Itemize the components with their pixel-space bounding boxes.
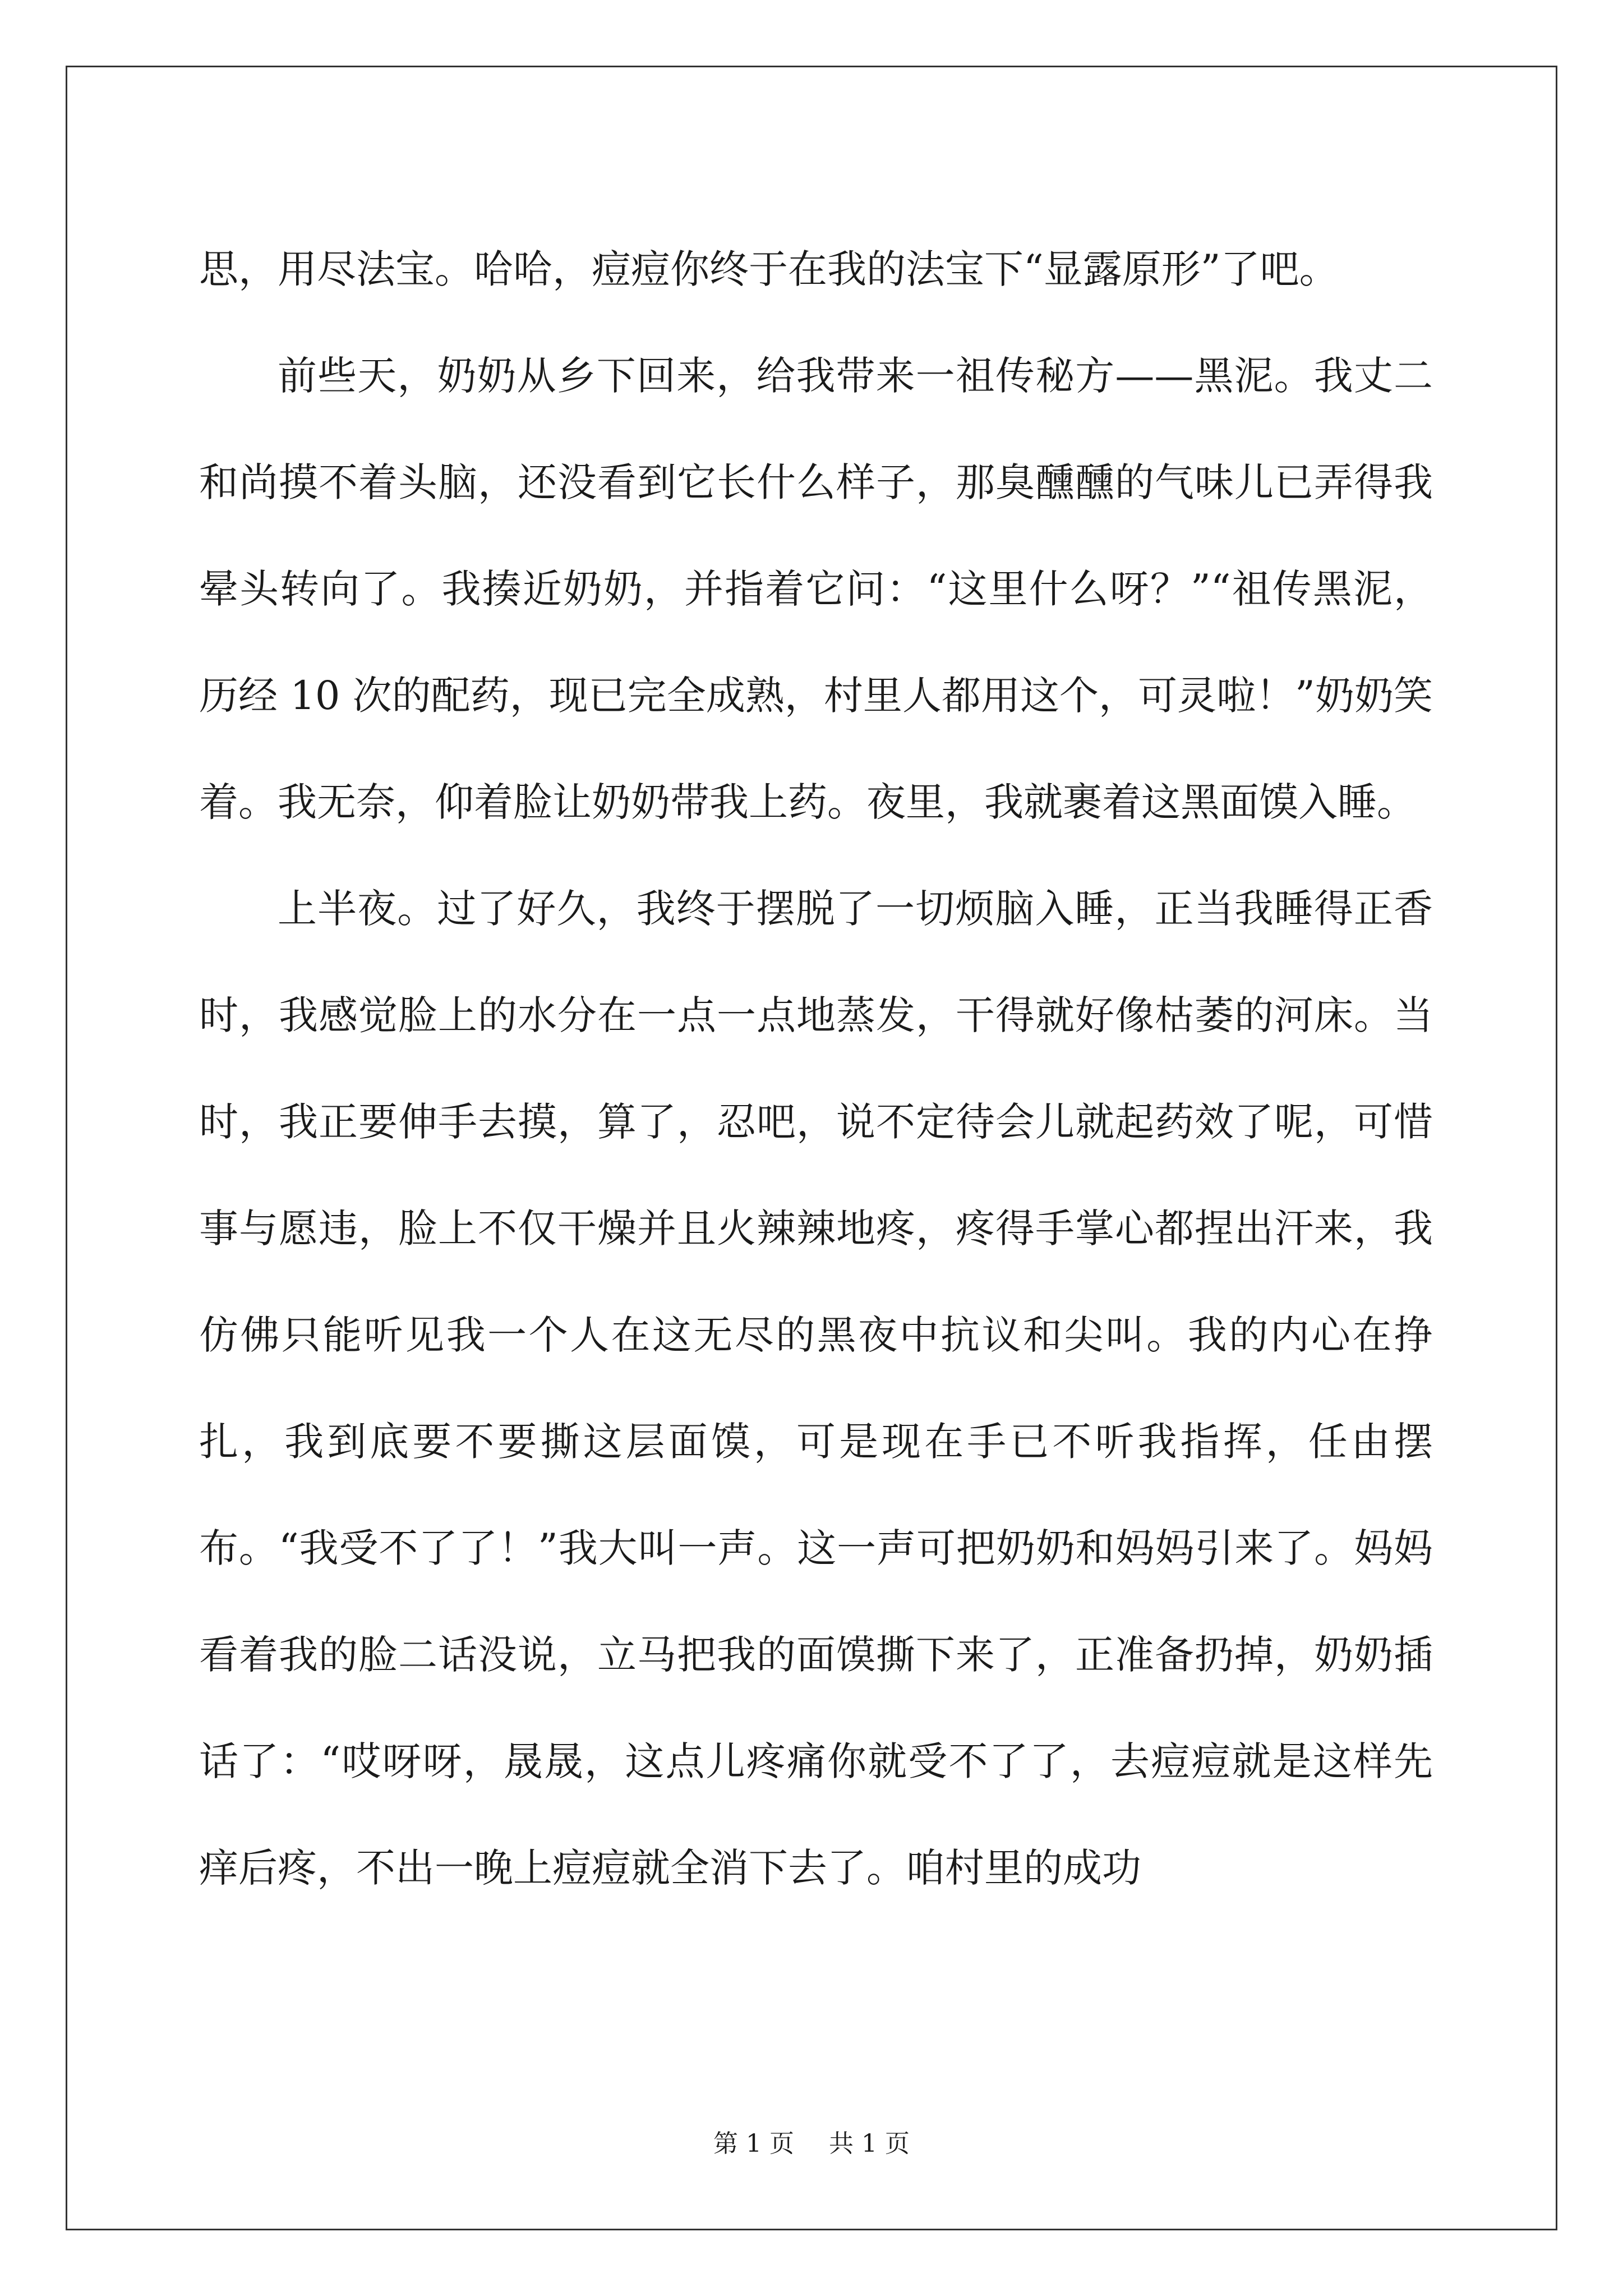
paragraph-2: 前些天，奶奶从乡下回来，给我带来一祖传秘方——黑泥。我丈二和尚摸不着头脑，还没看到它长什么样子，那臭醺醺的气味儿已弄得我晕头转向了。我揍近奶奶，并指着它问：“这里什么呀？”“祖传黑泥，历经 10 次的配药，现已完全成熟，村里人都用这个，可灵啦！”奶奶笑着。我无奈，仰着脸让奶奶带我上药。夜里，我就裹着这黑面馍入睡。 (199, 353, 1433, 825)
paragraph-3: 上半夜。过了好久，我终于摆脱了一切烦脑入睡，正当我睡得正香时，我感觉脸上的水分在一点一点地蒸发，干得就好像枯萎的河床。当时，我正要伸手去摸，算了，忍吧，说不定待会儿就起药效了呢，可惜事与愿违，脸上不仅干燥并且火辣辣地疼，疼得手掌心都捏出汗来，我仿佛只能听见我一个人在这无尽的黑夜中抗议和尖叫。我的内心在挣扎，我到底要不要撕这层面馍，可是现在手已不听我指挥，任由摆布。“我受不了了！”我大叫一声。这一声可把奶奶和妈妈引来了。妈妈看着我的脸二话没说，立马把我的面馍撕下来了，正准备扔掉，奶奶插话了：“哎呀呀，晟晟，这点儿疼痛你就受不了了，去痘痘就是这样先痒后疼，不出一晚上痘痘就全消下去了。咱村里的成功 (199, 886, 1433, 1891)
document-body (199, 216, 1433, 1921)
page-footer (0, 2123, 1623, 2159)
paragraph-1: 思，用尽法宝。哈哈，痘痘你终于在我的法宝下“显露原形”了吧。 (199, 246, 1339, 292)
page-number-current: 第 1 页 (713, 2129, 794, 2158)
page-number-total: 共 1 页 (829, 2129, 910, 2158)
